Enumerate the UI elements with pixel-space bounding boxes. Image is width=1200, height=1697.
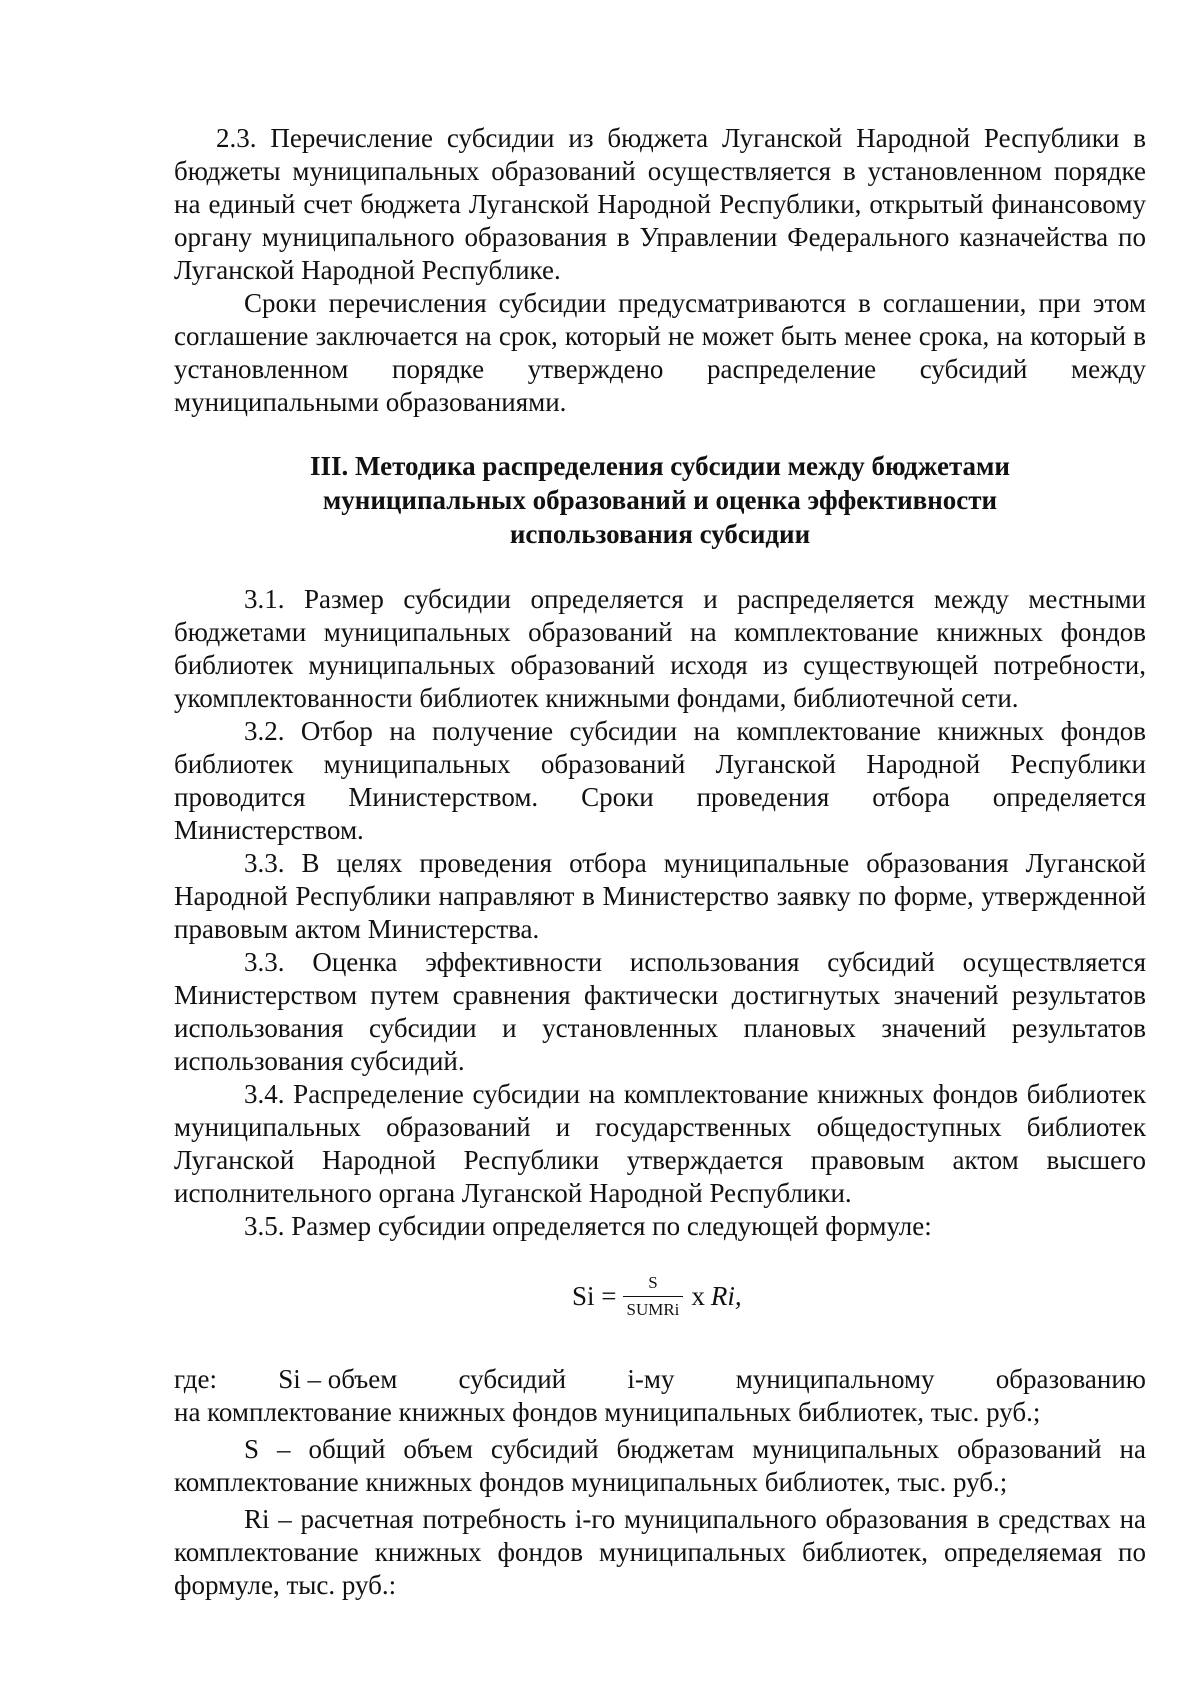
- paragraph-3-1: 3.1. Размер субсидии определяется и распределяется между местными бюджетами муниципальных образований на комплектование книжных фондов библиотек муниципальных образований исходя из существующей потребности, укомплектованности библиотек книжными фондами, библиотечной сети.: [174, 584, 1146, 713]
- heading-line-2: муниципальных образований и оценка эффективности: [322, 485, 998, 515]
- definition-s: S – общий объем субсидий бюджетам муниципальных образований на комплектование книжных фондов муниципальных библиотек, тыс. руб.;: [174, 1434, 1146, 1497]
- formula-lhs: Si =: [572, 1281, 617, 1311]
- where-word: i-му: [627, 1364, 675, 1394]
- section-heading: [174, 449, 1146, 551]
- where-word: Si – объем: [278, 1364, 398, 1394]
- where-word: образованию: [995, 1364, 1146, 1394]
- definition-ri: Ri – расчетная потребность i-го муниципального образования в средствах на комплектование книжных фондов муниципальных библиотек, определяемая по формуле, тыс. руб.:: [174, 1504, 1146, 1600]
- subsidy-formula: [174, 1259, 1146, 1363]
- where-word: субсидий: [458, 1364, 567, 1394]
- paragraph-transfer-terms: Сроки перечисления субсидии предусматриваются в соглашении, при этом соглашение заключается на срок, который не может быть менее срока, на который в установленном порядке утверждено распределение субсидий между муниципальными образованиями.: [174, 288, 1146, 417]
- heading-line-3: использования субсидии: [509, 519, 811, 549]
- where-word: где:: [174, 1364, 217, 1394]
- paragraph-2-3: 2.3. Перечисление субсидии из бюджета Луганской Народной Республики в бюджеты муниципальных образований осуществляется в установленном порядке на единый счет бюджета Луганской Народной Республики, открытый финансовому органу муниципального образования в Управлении Федерального казначейства по Луганской Народной Республике.: [174, 123, 1146, 285]
- formula-denominator: SUMRi: [626, 1300, 680, 1319]
- formula-fraction: [623, 1273, 684, 1320]
- document-page: [174, 122, 1146, 1602]
- heading-line-1: III. Методика распределения субсидии между бюджетами: [309, 451, 1010, 481]
- formula-rhs: Ri,: [710, 1281, 742, 1311]
- paragraph-3-5: 3.5. Размер субсидии определяется по следующей формуле:: [244, 1211, 932, 1241]
- where-word: муниципальному: [735, 1364, 935, 1394]
- paragraph-3-4: 3.4. Распределение субсидии на комплектование книжных фондов библиотек муниципальных образований и государственных общедоступных библиотек Луганской Народной Республики утверждается правовым актом высшего исполнительного органа Луганской Народной Республики.: [174, 1079, 1146, 1208]
- formula-times: x: [691, 1281, 705, 1311]
- paragraph-3-2: 3.2. Отбор на получение субсидии на комплектование книжных фондов библиотек муниципальных образований Луганской Народной Республики проводится Министерством. Сроки проведения отбора определяется Министерством.: [174, 716, 1146, 845]
- definition-si-first-line: [174, 1363, 1146, 1396]
- paragraph-3-3-evaluation: 3.3. Оценка эффективности использования субсидий осуществляется Министерством путем сравнения фактически достигнутых значений результатов использования субсидии и установленных плановых значений результатов использования субсидий.: [174, 947, 1146, 1076]
- formula-numerator: S: [648, 1273, 658, 1292]
- paragraph-3-3-selection: 3.3. В целях проведения отбора муниципальные образования Луганской Народной Республики направляют в Министерство заявку по форме, утвержденной правовым актом Министерства.: [174, 848, 1146, 944]
- definition-si-continued: на комплектование книжных фондов муниципальных библиотек, тыс. руб.;: [174, 1397, 1041, 1427]
